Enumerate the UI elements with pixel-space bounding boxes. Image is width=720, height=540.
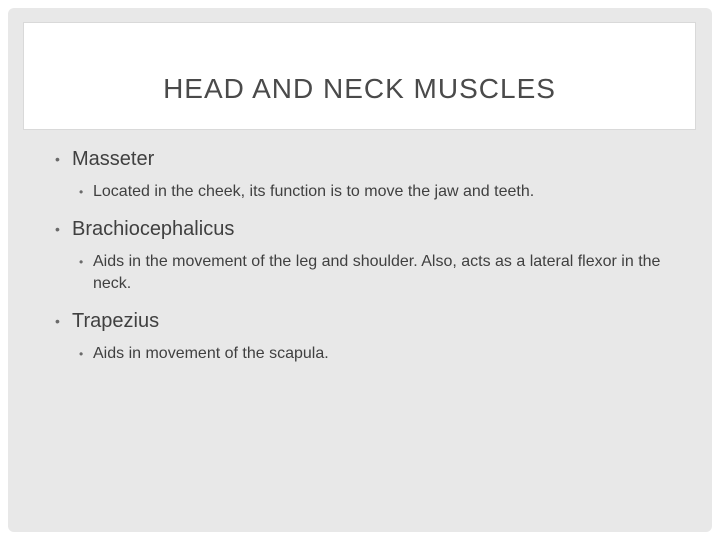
bullet-icon: • <box>79 185 84 199</box>
slide-content <box>52 147 692 379</box>
bullet-icon: • <box>79 347 84 361</box>
bullet-item-trapezius <box>52 309 692 333</box>
slide-title: HEAD AND NECK MUSCLES <box>163 73 556 104</box>
bullet-icon: • <box>55 221 60 237</box>
sub-bullet-text: Located in the cheek, its function is to move the jaw and teeth. <box>93 183 535 200</box>
title-box <box>23 22 696 130</box>
bullet-icon: • <box>79 255 84 269</box>
sub-bullet-item <box>76 251 665 295</box>
sub-bullet-text: Aids in movement of the scapula. <box>93 345 329 362</box>
bullet-text: Brachiocephalicus <box>72 218 235 240</box>
bullet-icon: • <box>55 151 60 167</box>
bullet-item-masseter <box>52 147 692 171</box>
sub-bullet-item <box>76 343 665 365</box>
bullet-text: Trapezius <box>72 310 160 332</box>
slide <box>8 8 712 532</box>
bullet-text: Masseter <box>72 148 155 170</box>
sub-bullet-item <box>76 181 665 203</box>
bullet-icon: • <box>55 313 60 329</box>
sub-bullet-text: Aids in the movement of the leg and shoulder. Also, acts as a lateral flexor in the neck. <box>93 253 661 292</box>
bullet-item-brachiocephalicus <box>52 217 692 241</box>
